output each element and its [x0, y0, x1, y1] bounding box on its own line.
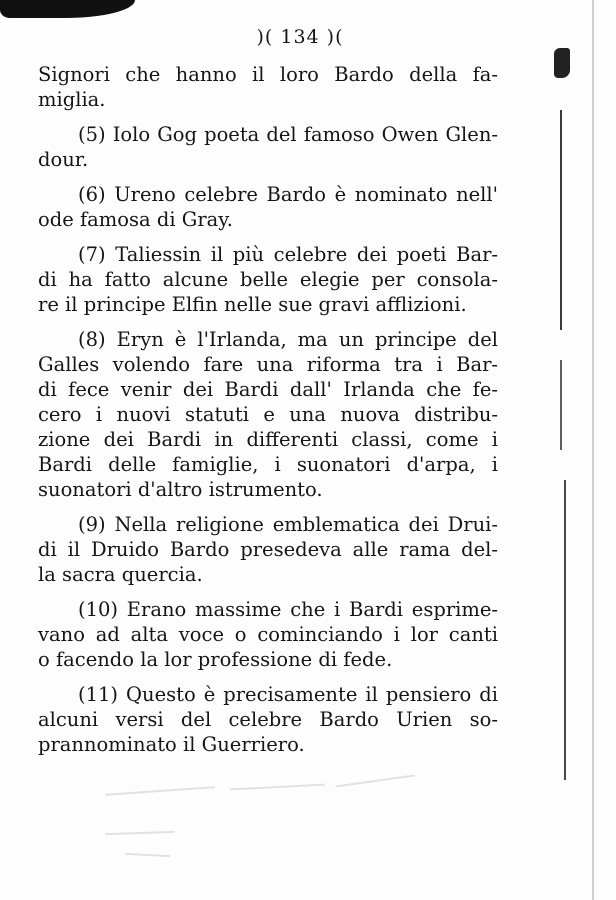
text-line: la sacra quercia. [38, 563, 203, 586]
edge-line-lower [564, 480, 566, 780]
text-line: ode famosa di Gray. [38, 208, 233, 231]
text-line: di il Druido Bardo presedeva alle rama del- [38, 538, 498, 561]
text-line: zione dei Bardi in differenti classi, come i [38, 428, 498, 451]
text-line: vano ad alta voce o cominciando i lor canti [38, 623, 498, 646]
footnote-10 [38, 597, 498, 672]
footnote-4-continuation [38, 62, 498, 112]
text-line: di fece venir dei Bardi dall' Irlanda che fe- [38, 378, 498, 401]
ghost-stroke [105, 831, 175, 835]
footnotes-body [38, 62, 498, 767]
page-number: )( 134 )( [256, 26, 344, 48]
text-line: (7) Taliessin il più celebre dei poeti Bar- [78, 243, 498, 266]
footnote-7 [38, 242, 498, 317]
edge-line-middle [560, 360, 562, 450]
ghost-stroke [125, 853, 170, 857]
text-line: (9) Nella religione emblematica dei Drui- [78, 513, 498, 536]
ghost-stroke [230, 784, 325, 791]
text-line: re il principe Elfin nelle sue gravi afflizioni. [38, 293, 467, 316]
text-line: o facendo la lor professione di fede. [38, 648, 393, 671]
text-line: (5) Iolo Gog poeta del famoso Owen Glen- [78, 123, 498, 146]
bleed-through-marks [105, 772, 465, 872]
edge-fold-line [592, 0, 594, 900]
ink-blot-decoration [0, 0, 135, 18]
footnote-8 [38, 327, 498, 502]
edge-line-upper [560, 110, 562, 330]
text-line: dour. [38, 148, 89, 171]
text-line: Galles volendo fare una riforma tra i Bar- [38, 353, 498, 376]
text-line: Signori che hanno il loro Bardo della fa- [38, 63, 498, 86]
text-line: (8) Eryn è l'Irlanda, ma un principe del [78, 328, 498, 351]
footnote-9 [38, 512, 498, 587]
text-line: miglia. [38, 88, 106, 111]
edge-ink-mark [554, 48, 570, 78]
ghost-stroke [335, 774, 414, 787]
footnote-11 [38, 682, 498, 757]
ghost-stroke [105, 786, 215, 796]
text-line: di ha fatto alcune belle elegie per consola- [38, 268, 498, 291]
text-line: suonatori d'altro istrumento. [38, 478, 323, 501]
text-line: Bardi delle famiglie, i suonatori d'arpa, i [38, 453, 498, 476]
text-line: (6) Ureno celebre Bardo è nominato nell' [78, 183, 498, 206]
text-line: alcuni versi del celebre Bardo Urien so- [38, 708, 498, 731]
footnote-6 [38, 182, 498, 232]
text-line: cero i nuovi statuti e una nuova distribu- [38, 403, 498, 426]
text-line: (11) Questo è precisamente il pensiero di [78, 683, 498, 706]
text-line: (10) Erano massime che i Bardi esprime- [78, 598, 498, 621]
text-line: prannominato il Guerriero. [38, 733, 305, 756]
page-edge-shadow [552, 0, 616, 900]
footnote-5 [38, 122, 498, 172]
